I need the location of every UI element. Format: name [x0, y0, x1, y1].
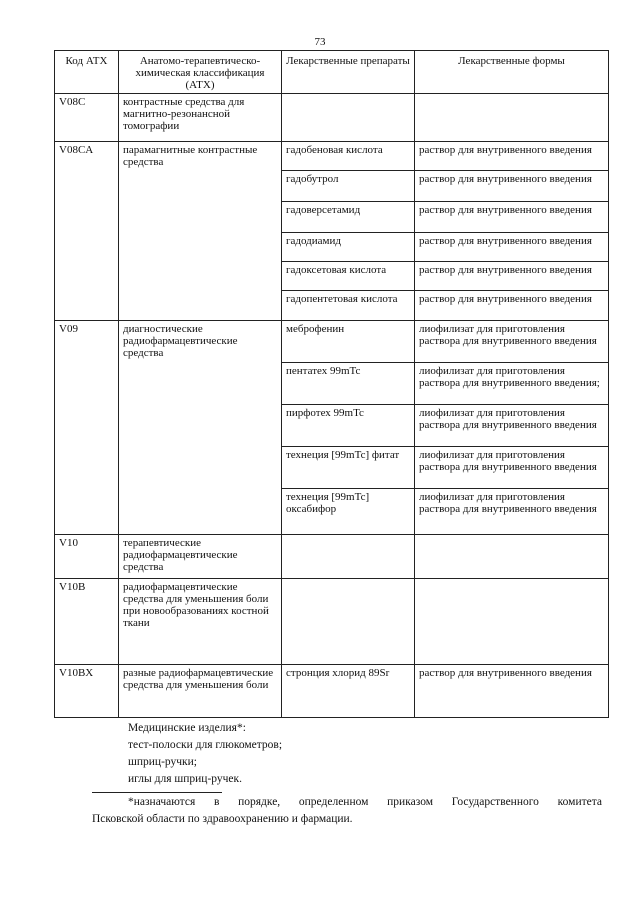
medical-device-item: тест-полоски для глюкометров;	[128, 739, 283, 751]
dosage-form-cell: раствор для внутривенного введения	[415, 665, 609, 718]
drug-cell: пирфотех 99mTc	[282, 405, 415, 447]
header-code: Код АТХ	[55, 51, 119, 94]
atc-classification-cell: радиофармацевтические средства для уменьшения боли при новообразованиях костной ткани	[119, 579, 282, 665]
drug-cell	[282, 579, 415, 665]
drug-cell: гадоксетовая кислота	[282, 262, 415, 291]
drug-cell: гадобутрол	[282, 171, 415, 202]
dosage-form-cell: лиофилизат для приготовления раствора для внутривенного введения;	[415, 363, 609, 405]
dosage-form-cell: лиофилизат для приготовления раствора для внутривенного введения	[415, 321, 609, 363]
drug-cell: гадобеновая кислота	[282, 142, 415, 171]
medical-devices-title: Медицинские изделия*:	[128, 722, 246, 734]
dosage-form-cell	[415, 94, 609, 142]
table-row	[55, 94, 609, 142]
dosage-form-cell: раствор для внутривенного введения	[415, 142, 609, 171]
atc-code-cell: V08CA	[55, 142, 119, 321]
drug-cell: гадопентетовая кислота	[282, 291, 415, 321]
medical-device-item: иглы для шприц-ручек.	[128, 773, 242, 785]
atc-code-cell: V10	[55, 535, 119, 579]
atc-classification-cell: терапевтические радиофармацевтические средства	[119, 535, 282, 579]
medical-device-item: шприц-ручки;	[128, 756, 197, 768]
table-row	[55, 535, 609, 579]
table-header-row	[55, 51, 609, 94]
dosage-form-cell	[415, 535, 609, 579]
table-body	[55, 94, 609, 718]
table-row	[55, 579, 609, 665]
dosage-form-cell: раствор для внутривенного введения	[415, 233, 609, 262]
atc-classification-cell: парамагнитные контрастные средства	[119, 142, 282, 321]
drug-cell	[282, 535, 415, 579]
header-classification: Анатомо-терапевтическо-химическая классификация (АТХ)	[119, 51, 282, 94]
dosage-form-cell: лиофилизат для приготовления раствора для внутривенного введения	[415, 489, 609, 535]
atc-classification-cell: разные радиофармацевтические средства для уменьшения боли	[119, 665, 282, 718]
dosage-form-cell	[415, 579, 609, 665]
dosage-form-cell: раствор для внутривенного введения	[415, 171, 609, 202]
table-row	[55, 321, 609, 363]
drug-cell: технеция [99mTc] фитат	[282, 447, 415, 489]
drug-cell: пентатех 99mTc	[282, 363, 415, 405]
atc-code-cell: V09	[55, 321, 119, 535]
atc-classification-cell: диагностические радиофармацевтические средства	[119, 321, 282, 535]
dosage-form-cell: раствор для внутривенного введения	[415, 202, 609, 233]
footnote-line-2: Псковской области по здравоохранению и фармации.	[92, 813, 353, 825]
atc-code-cell: V10B	[55, 579, 119, 665]
footnote	[92, 794, 602, 828]
header-drugs: Лекарственные препараты	[282, 51, 415, 94]
dosage-form-cell: раствор для внутривенного введения	[415, 291, 609, 321]
drug-cell: гадодиамид	[282, 233, 415, 262]
drug-cell: меброфенин	[282, 321, 415, 363]
dosage-form-cell: раствор для внутривенного введения	[415, 262, 609, 291]
drug-cell: технеция [99mTc] оксабифор	[282, 489, 415, 535]
table-row	[55, 142, 609, 171]
drug-cell: стронция хлорид 89Sr	[282, 665, 415, 718]
atc-classification-cell: контрастные средства для магнитно-резонансной томографии	[119, 94, 282, 142]
dosage-form-cell: лиофилизат для приготовления раствора для внутривенного введения	[415, 447, 609, 489]
drug-cell	[282, 94, 415, 142]
footnote-line-1: *назначаются в порядке, определенном приказом Государственного комитета	[128, 796, 602, 808]
table-row	[55, 665, 609, 718]
footnote-rule	[92, 792, 222, 793]
atc-code-cell: V08C	[55, 94, 119, 142]
drug-cell: гадоверсетамид	[282, 202, 415, 233]
dosage-form-cell: лиофилизат для приготовления раствора для внутривенного введения	[415, 405, 609, 447]
atc-table	[54, 50, 609, 718]
medical-devices	[128, 720, 282, 788]
page-number: 73	[314, 36, 326, 48]
atc-code-cell: V10BX	[55, 665, 119, 718]
header-forms: Лекарственные формы	[415, 51, 609, 94]
